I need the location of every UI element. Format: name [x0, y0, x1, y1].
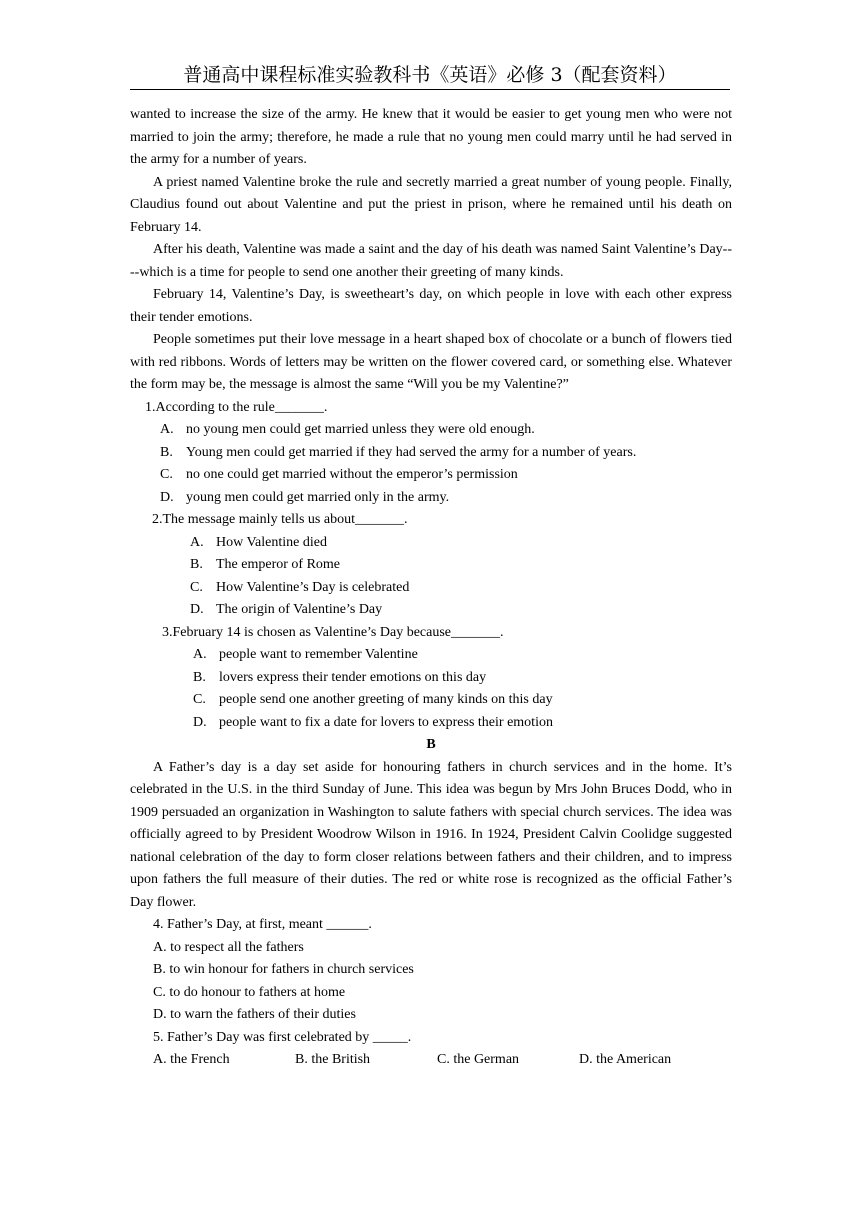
passage-b-paragraph: A Father’s day is a day set aside for honouring fathers in church services and in the home. It’s celebrated in the U.S. in the third Sunday of June. This idea was begun by Mrs John Bruces Dodd, who in 1909 persuaded an organization in Washington to salute fathers with special church services. The idea was officially agreed to by President Woodrow Wilson in 1916. In 1924, President Calvin Coolidge suggested national celebration of the day to form closer relations between fathers and their children, and to impress upon fathers the full measure of their duties. The red or white rose is recognized as the official Father’s Day flower. [130, 759, 732, 910]
question-2-stem: 2.The message mainly tells us about_______. [152, 512, 408, 527]
option-letter: D. [190, 602, 204, 617]
option-text: no one could get married without the emperor’s permission [186, 467, 518, 482]
question-1-option-b [130, 442, 732, 465]
option-text: no young men could get married unless they were old enough. [186, 422, 535, 437]
question-5-option-a: A. the French [153, 1052, 230, 1067]
passage-a-paragraph-3: After his death, Valentine was made a saint and the day of his death was named Saint Valentine’s Day----which is a time for people to send one another their greeting of many kinds. [130, 242, 732, 280]
option-letter: A. [193, 647, 207, 662]
question-3-option-b [130, 667, 732, 690]
option-letter: D. [193, 714, 207, 730]
option-text: people send one another greeting of many kinds on this day [219, 692, 553, 707]
question-4-stem: 4. Father’s Day, at first, meant ______. [153, 917, 372, 932]
option-letter: D. [160, 489, 174, 505]
question-5-stem: 5. Father’s Day was first celebrated by _____. [153, 1029, 412, 1045]
question-3-stem: 3.February 14 is chosen as Valentine’s Day because_______. [162, 624, 504, 640]
question-3-option-d [130, 712, 732, 735]
question-3-option-a [130, 644, 732, 667]
option-text: young men could get married only in the army. [186, 489, 450, 505]
passage-a-paragraph-1: wanted to increase the size of the army. He knew that it would be easier to get young men who were not married to join the army; therefore, he made a rule that no young men could marry until he had served in the army for a number of years. [130, 107, 732, 167]
option-text: How Valentine died [216, 534, 327, 550]
section-b-label: B [426, 737, 436, 752]
question-5-option-b: B. the British [295, 1052, 371, 1067]
option-text: people want to remember Valentine [219, 647, 418, 662]
question-5-option-d: D. the American [579, 1052, 672, 1067]
question-1-stem: 1.According to the rule_______. [145, 399, 328, 415]
question-2-option-c [130, 577, 732, 600]
option-letter: B. [193, 669, 206, 685]
question-4-option-b: B. to win honour for fathers in church services [153, 962, 414, 977]
option-letter: A. [160, 422, 174, 437]
header-divider [130, 89, 730, 90]
passage-a-paragraph-2: A priest named Valentine broke the rule and secretly married a great number of young people. Finally, Claudius found out about Valentine and put the priest in prison, where he remained until his death on February 14. [130, 174, 732, 235]
option-text: Young men could get married if they had served the army for a number of years. [186, 444, 637, 460]
question-5-option-c: C. the German [437, 1052, 520, 1067]
option-letter: C. [193, 692, 206, 707]
question-2-option-b [130, 554, 732, 577]
question-4-option-c: C. to do honour to fathers at home [153, 984, 346, 1000]
question-5-options [130, 1049, 732, 1072]
option-text: lovers express their tender emotions on this day [219, 669, 487, 685]
question-1-option-d [130, 487, 732, 510]
option-text: The emperor of Rome [216, 557, 341, 572]
option-letter: A. [190, 534, 204, 550]
question-1-option-c [130, 464, 732, 487]
passage-a-paragraph-5: People sometimes put their love message in a heart shaped box of chocolate or a bunch of flowers tied with red ribbons. Words of letters may be written on the flower covered card, or something else. Whatever the form may be, the message is almost the same “Will you be my Valentine?” [130, 332, 732, 392]
option-letter: C. [160, 467, 173, 482]
option-letter: B. [160, 444, 173, 460]
question-4-option-d: D. to warn the fathers of their duties [153, 1007, 356, 1022]
option-letter: B. [190, 557, 203, 572]
option-text: people want to fix a date for lovers to express their emotion [219, 714, 553, 730]
option-text: The origin of Valentine’s Day [216, 602, 383, 617]
passage-a-paragraph-4: February 14, Valentine’s Day, is sweetheart’s day, on which people in love with each other express their tender emotions. [130, 287, 732, 325]
question-4-option-a: A. to respect all the fathers [153, 939, 304, 955]
page-header-title: 普通高中课程标准实验教科书《英语》必修 3（配套资料） [183, 64, 677, 86]
question-1-option-a [130, 419, 732, 442]
option-text: How Valentine’s Day is celebrated [216, 579, 410, 595]
question-3-option-c [130, 689, 732, 712]
document-body [130, 104, 732, 1072]
option-letter: C. [190, 579, 203, 595]
question-2-option-d [130, 599, 732, 622]
question-2-option-a [130, 532, 732, 555]
